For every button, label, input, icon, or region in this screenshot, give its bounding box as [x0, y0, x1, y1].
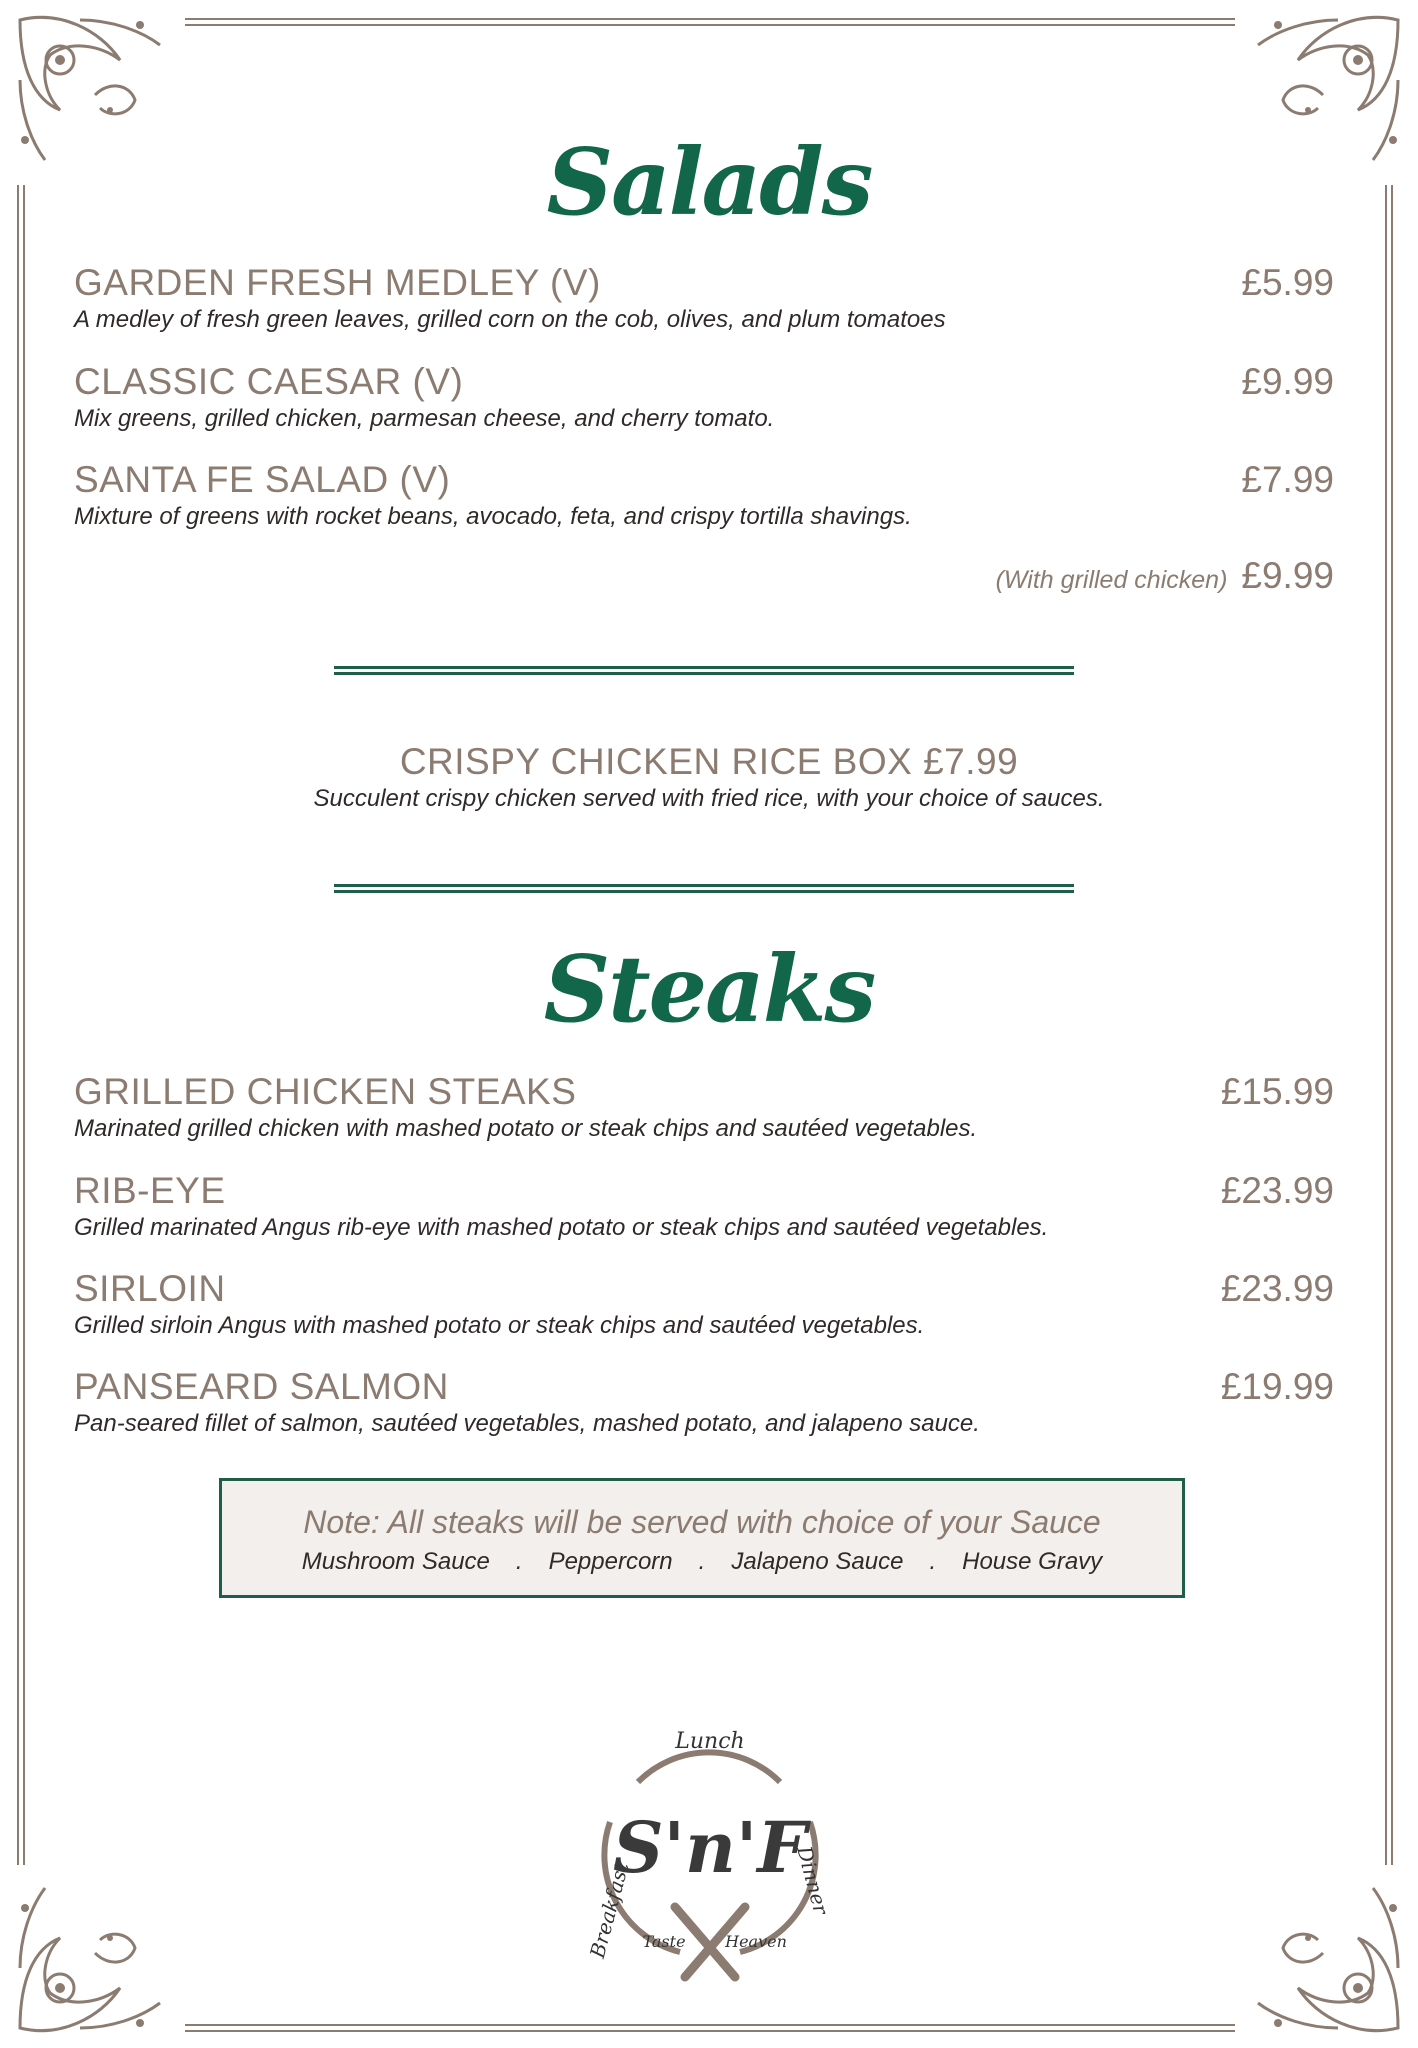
item-description: Pan-seared fillet of salmon, sautéed vegetables, mashed potato, and jalapeno sauce. — [74, 1410, 980, 1437]
steaks-title: Steaks — [543, 935, 875, 1043]
restaurant-logo — [580, 1712, 840, 1992]
frame-top-line — [185, 18, 1235, 26]
menu-item — [74, 1071, 1334, 1145]
item-description: Marinated grilled chicken with mashed potato or steak chips and sautéed vegetables. — [74, 1115, 978, 1142]
sauce-note-box — [219, 1478, 1185, 1598]
logo-taste-text: Taste — [642, 1932, 686, 1951]
item-price: £23.99 — [1220, 1170, 1334, 1211]
item-description: A medley of fresh green leaves, grilled corn on the cob, olives, and plum tomatoes — [74, 306, 946, 333]
section-divider — [334, 884, 1074, 893]
corner-ornament-icon — [0, 1878, 170, 2048]
sauce-option: Mushroom Sauce — [301, 1548, 490, 1575]
item-name: SIRLOIN — [74, 1268, 226, 1309]
item-price: £5.99 — [1241, 262, 1334, 303]
item-description: Grilled sirloin Angus with mashed potato or steak chips and sautéed vegetables. — [74, 1312, 925, 1339]
sauce-list — [222, 1547, 1182, 1577]
sauce-option: Peppercorn — [548, 1548, 673, 1575]
item-price: £19.99 — [1220, 1366, 1334, 1407]
item-name: PANSEARD SALMON — [74, 1366, 449, 1407]
menu-item — [74, 1268, 1334, 1342]
item-description: Succulent crispy chicken served with fried rice, with your choice of sauces. — [313, 785, 1105, 812]
menu-item — [74, 1170, 1334, 1244]
logo-top-text: Lunch — [675, 1729, 745, 1754]
extra-option-note: (With grilled chicken) — [995, 566, 1228, 594]
extra-option-price: £9.99 — [1241, 555, 1334, 596]
item-description: Mix greens, grilled chicken, parmesan cheese, and cherry tomato. — [74, 405, 775, 432]
extra-option — [996, 555, 1334, 601]
sauce-separator: . — [929, 1548, 937, 1575]
item-description: Grilled marinated Angus rib-eye with mashed potato or steak chips and sautéed vegetables. — [74, 1214, 1049, 1241]
menu-item — [74, 361, 1334, 435]
sauce-option: House Gravy — [962, 1548, 1103, 1575]
item-name: GARDEN FRESH MEDLEY (V) — [74, 262, 601, 303]
menu-item — [74, 262, 1334, 336]
logo-emblem-icon — [580, 1712, 840, 1992]
item-name: SANTA FE SALAD (V) — [74, 459, 451, 500]
item-name: CLASSIC CAESAR (V) — [74, 361, 464, 402]
sauce-option: Jalapeno Sauce — [731, 1548, 904, 1575]
section-divider — [334, 666, 1074, 675]
salads-title: Salads — [546, 128, 872, 236]
logo-heaven-text: Heaven — [725, 1932, 787, 1951]
logo-left-text: Breakfast — [584, 1859, 634, 1961]
logo-right-text: Dinner — [792, 1843, 834, 1917]
corner-ornament-icon — [1248, 1878, 1418, 2048]
note-title: Note: All steaks will be served with choice of your Sauce — [303, 1504, 1101, 1540]
item-price: £23.99 — [1220, 1268, 1334, 1309]
item-name: RIB-EYE — [74, 1170, 226, 1211]
menu-item — [74, 1366, 1334, 1440]
sauce-separator: . — [698, 1548, 706, 1575]
item-price: £7.99 — [1241, 459, 1334, 500]
sauce-separator: . — [515, 1548, 523, 1575]
item-description: Mixture of greens with rocket beans, avocado, feta, and crispy tortilla shavings. — [74, 503, 912, 530]
item-name: CRISPY CHICKEN RICE BOX £7.99 — [399, 741, 1019, 782]
logo-monogram: S'n'F — [612, 1806, 808, 1889]
rice-box-item — [0, 741, 1418, 815]
item-name: GRILLED CHICKEN STEAKS — [74, 1071, 577, 1112]
item-price: £9.99 — [1241, 361, 1334, 402]
frame-bottom-line — [185, 2024, 1235, 2032]
item-price: £15.99 — [1220, 1071, 1334, 1112]
menu-item — [74, 459, 1334, 533]
